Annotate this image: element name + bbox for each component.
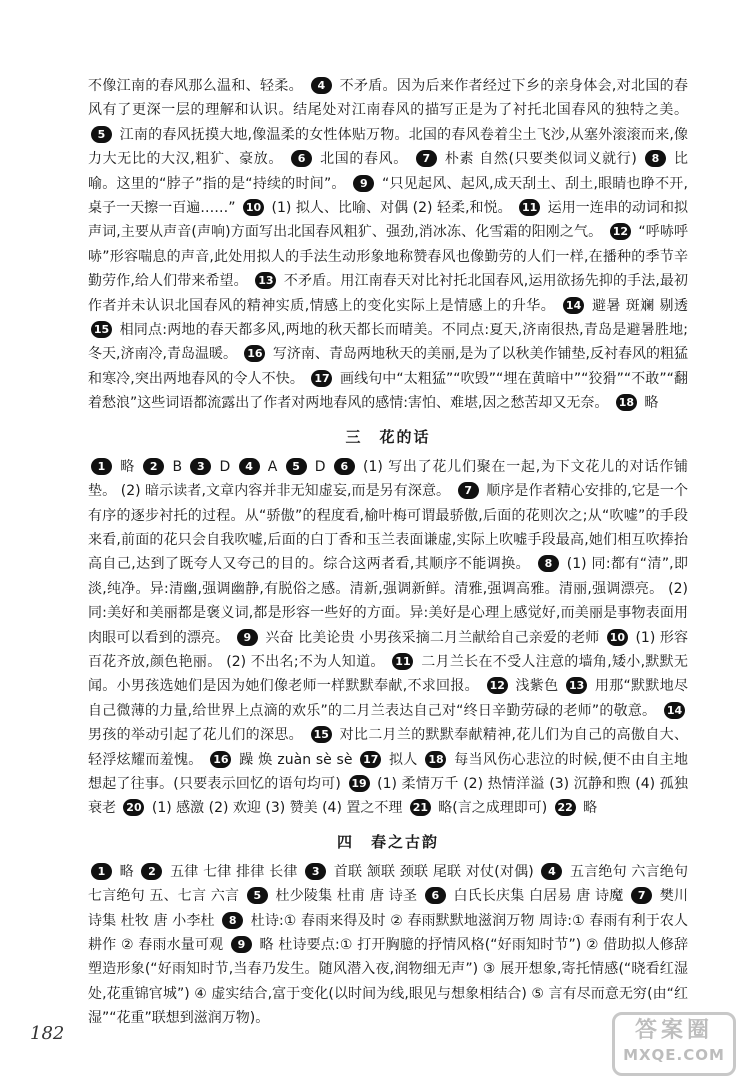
answer-text: 对比二月兰的默默奉献精神,花儿们为自己的高傲自大、轻浮炫耀而羞愧。 [88,727,688,768]
question-number-badge: 7 [416,150,437,167]
question-number-badge: 14 [664,702,685,719]
answer-text: 略 [639,395,659,412]
question-number-badge: 15 [311,726,332,743]
question-number-badge: 10 [243,199,264,216]
answer-text: 略 杜诗要点:① 打开胸臆的抒情风格(“好雨知时节”) ② 借助拟人修辞塑造形象(“好雨知时节,当春乃发生。随风潜入夜,润物细无声”) ③ 展开想象,寄托情感(“晓看红湿处,花重锦官城”) ④ 虚实结合,富于变化(以时间为线,眼见与想象相结合) ⑤ 言有尽而意无穷(由“红湿”“花重”联想到滋润万物)。 [88,937,689,1027]
answer-text: 杜少陵集 杜甫 唐 诗圣 [270,888,422,905]
question-number-badge: 1 [91,863,112,880]
question-number-badge: 22 [555,799,576,816]
answer-text: 略(言之成理即可) [433,800,552,817]
question-number-badge: 9 [237,629,258,646]
answer-text: 躁 焕 zuàn sè sè [234,751,358,768]
answer-text: 用那“默默地尽自己微薄的力量,给世界上点滴的欢乐”的二月兰表达自己对“终日辛勤劳碌的老师”的敬意。 [88,678,689,719]
question-number-badge: 3 [305,863,326,880]
answer-paragraph-section3 [88,455,688,821]
answer-text: 比喻。这里的“脖子”指的是“持续的时间”。 [88,151,688,192]
question-number-badge: 13 [255,272,276,289]
watermark-top-text: 答案圈 [634,1018,713,1043]
answer-text: 江南的春风抚摸大地,像温柔的女性体贴万物。北国的春风卷着尘土飞沙,从塞外滚滚而来,像力大无比的大汉,粗犷、豪放。 [88,126,688,168]
answer-text: 北国的春风。 [315,151,413,168]
question-number-badge: 19 [349,775,370,792]
question-number-badge: 5 [286,458,307,475]
answer-text: 杜诗:① 春雨来得及时 ② 春雨默默地滋润万物 周诗:① 春雨有利于农人耕作 ② 春雨水量可观 [88,912,688,953]
question-number-badge: 18 [425,751,446,768]
answer-text: 拟人 [384,751,423,768]
answer-text: (1) 形容百花齐放,颜色艳丽。 (2) 不出名;不为人知道。 [88,629,688,670]
answer-text: 五律 七律 排律 长律 [165,863,303,880]
answer-text: (1) 写出了花儿们聚在一起,为下文花儿的对话作铺垫。 (2) 暗示读者,文章内容并非无知虚妄,而是另有深意。 [88,458,688,500]
question-number-badge: 17 [360,751,381,768]
answer-text: (1) 感激 (2) 欢迎 (3) 赞美 (4) 置之不理 [147,800,407,817]
question-number-badge: 16 [244,345,265,362]
question-number-badge: 4 [541,863,562,880]
question-number-badge: 21 [410,799,431,816]
question-number-badge: 8 [645,150,666,167]
answer-text: 二月兰长在不受人注意的墙角,矮小,默默无闻。小男孩选她们是因为她们像老师一样默默奉献,不求回报。 [88,653,688,695]
question-number-badge: 8 [538,555,559,572]
question-number-badge: 6 [334,458,355,475]
question-number-badge: 4 [239,458,260,475]
answer-page [88,74,688,1031]
question-number-badge: 7 [458,482,479,499]
answer-paragraph-section2 [88,74,688,416]
question-number-badge: 17 [311,370,332,387]
question-number-badge: 13 [566,677,587,694]
question-number-badge: 12 [487,677,508,694]
question-number-badge: 14 [563,297,584,314]
answer-text: 白氏长庆集 白居易 唐 诗魔 [448,888,629,905]
answer-text: 男孩的举动引起了花儿们的深思。 [88,727,308,744]
question-number-badge: 7 [631,887,652,904]
answer-text: D [214,458,236,475]
question-number-badge: 4 [311,77,332,94]
question-number-badge: 11 [519,199,540,216]
answer-text: 浅紫色 [510,678,564,695]
answer-text: (1) 拟人、比喻、对偶 (2) 轻柔,和悦。 [267,200,517,217]
question-number-badge: 2 [141,863,162,880]
answer-paragraph-section4 [88,860,688,1031]
answer-text: 五言绝句 六言绝句 七言绝句 五、七言 六言 [88,863,688,905]
page-number: 182 [30,1023,65,1044]
question-number-badge: 3 [190,458,211,475]
question-number-badge: 9 [353,175,374,192]
answer-text: 略 [115,863,139,880]
answer-text: 每当风伤心悲泣的时候,便不由自主地想起了往事。(只要表示回忆的语句均可) [88,751,688,792]
question-number-badge: 10 [607,629,628,646]
question-number-badge: 9 [231,936,252,953]
answer-text: 运用一连串的动词和拟声词,主要从声音(声响)方面写出北国春风粗犷、强劲,消冰冻、化雪霜的阳刚之气。 [88,200,689,241]
question-number-badge: 8 [222,912,243,929]
answer-text: “呼哧呼哧”形容喘息的声音,此处用拟人的手法生动形象地称赞春风也像勤劳的人们一样,在播种的季节辛勤劳作,给人们带来希望。 [88,224,689,290]
answer-text: (1) 柔情万千 (2) 热情洋溢 (3) 沉静和煦 (4) 孤独衰老 [88,775,688,817]
answer-text: 写济南、青岛两地秋天的美丽,是为了以秋美作铺垫,反衬春风的粗猛和寒冷,突出两地春风的令人不快。 [88,346,688,387]
answer-text: D [309,458,331,475]
answer-text: 朴素 自然(只要类似词义就行) [439,151,642,168]
answer-text: (1) 同:都有“清”,即淡,纯净。异:清幽,强调幽静,有脱俗之感。清新,强调新鲜。清雅,强调高雅。清丽,强调漂亮。 (2) 同:美好和美丽都是褒义词,都是形容一些好的方面。异:美好是心理上感觉好,而美丽是事物表面用肉眼可以看到的漂亮。 [88,556,688,646]
question-number-badge: 5 [91,126,112,143]
answer-text: 略 [115,458,141,475]
answer-text: 避暑 斑斓 剔透 [587,297,688,314]
answer-text: 画线句中“太粗猛”“吹毁”“埋在黄暗中”“狡猾”“不敢”“翻着愁浪”这些词语都流露出了作者对两地春风的感情:害怕、难堪,因之愁苦却又无奈。 [88,370,688,412]
answer-text: 不矛盾。用江南春天对比衬托北国春风,运用欲扬先抑的手法,最初作者并未认识北国春风的精神实质,情感上的变化实际上是情感上的升华。 [88,273,688,314]
answer-text: 樊川诗集 杜牧 唐 小李杜 [88,888,688,929]
answer-text: 相同点:两地的春天都多风,两地的秋天都长而晴美。不同点:夏天,济南很热,青岛是避暑胜地;冬天,济南冷,青岛温暖。 [88,322,688,363]
answer-text: 不像江南的春风那么温和、轻柔。 [88,78,308,94]
answer-text: A [262,458,283,475]
section-title-4: 四 春之古韵 [336,832,439,851]
question-number-badge: 5 [247,887,268,904]
answer-text: 顺序是作者精心安排的,它是一个有序的逐步衬托的过程。从“骄傲”的程度看,榆叶梅可谓最骄傲,后面的花则次之;从“吹嘘”的手段来看,前面的花只会自我吹嘘,后面的白丁香和玉兰表面谦虚,实际上吹嘘手段最高,她们相互吹捧抬高自己,达到了既夸人又夸己的目的。综合这两者看,其顺序不能调换。 [88,483,688,573]
answer-text: “只见起风、起风,成天刮土、刮土,眼睛也睁不开,桌子一天擦一百遍……” [88,175,688,217]
question-number-badge: 11 [392,653,413,670]
watermark-logo [612,1012,736,1076]
answer-text: 不矛盾。因为后来作者经过下乡的亲身体会,对北国的春风有了更深一层的理解和认识。结尾处对江南春风的描写正是为了衬托北国春风的独特之美。 [88,78,688,119]
answer-text: B [167,458,188,475]
question-number-badge: 18 [616,394,637,411]
answer-text: 略 [578,800,598,817]
question-number-badge: 1 [91,458,112,475]
question-number-badge: 20 [123,799,144,816]
section-title-3: 三 花的话 [345,427,431,446]
question-number-badge: 16 [210,751,231,768]
answer-text: 兴奋 比美论贵 小男孩采摘二月兰献给自己亲爱的老师 [260,629,604,646]
question-number-badge: 6 [425,887,446,904]
answer-text: 首联 颔联 颈联 尾联 对仗(对偶) [329,863,539,880]
question-number-badge: 15 [91,321,112,338]
question-number-badge: 6 [291,150,312,167]
question-number-badge: 2 [143,458,164,475]
watermark-bottom-text: MXQE.COM [623,1046,725,1064]
question-number-badge: 12 [610,223,631,240]
